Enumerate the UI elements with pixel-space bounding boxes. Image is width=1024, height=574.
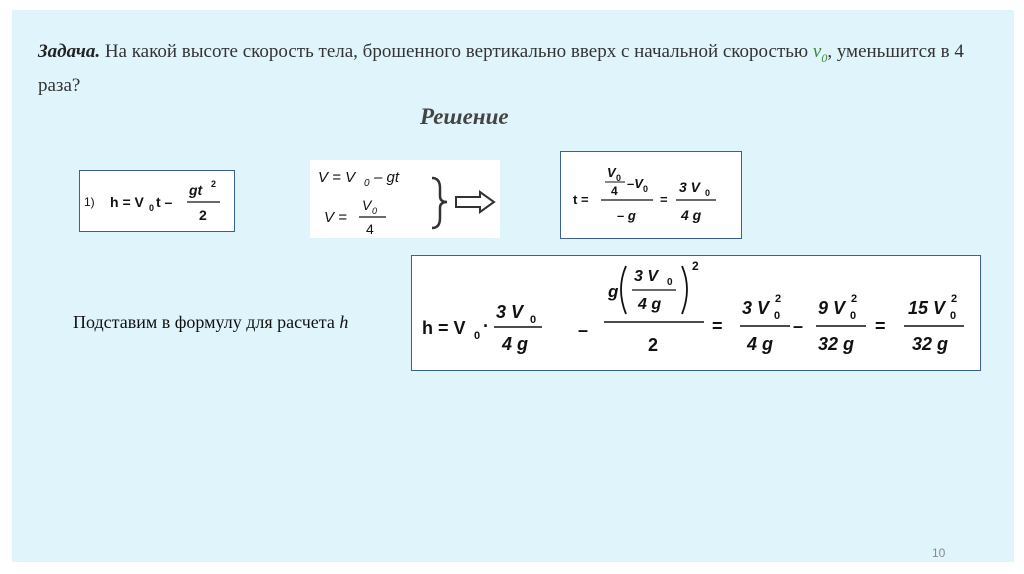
- svg-text:9 V: 9 V: [818, 298, 846, 318]
- svg-text:0: 0: [643, 184, 649, 194]
- svg-text:4 g: 4 g: [502, 334, 529, 354]
- svg-text:0: 0: [364, 178, 370, 189]
- svg-text:0: 0: [149, 203, 155, 213]
- svg-text:V: V: [362, 197, 372, 213]
- svg-text:gt: gt: [189, 182, 203, 198]
- curly-brace-icon: [432, 178, 447, 228]
- svg-text:3 V: 3 V: [496, 302, 524, 322]
- svg-text:0: 0: [616, 173, 622, 183]
- svg-text:– g: – g: [617, 208, 636, 223]
- svg-text:V: V: [607, 165, 616, 180]
- svg-text:0: 0: [950, 310, 957, 322]
- svg-text:15 V: 15 V: [908, 298, 946, 318]
- substitute-caption: Подставим в формулу для расчета h: [73, 312, 349, 332]
- formula-velocity-system: [310, 160, 500, 238]
- svg-text:t –: t –: [156, 194, 173, 210]
- implies-arrow-icon: [456, 192, 494, 212]
- page-number: 10: [932, 546, 946, 560]
- svg-text:2: 2: [775, 293, 782, 305]
- svg-text:–V: –V: [627, 176, 643, 191]
- svg-text:0: 0: [774, 310, 781, 322]
- formula-height-equation: [79, 170, 235, 232]
- task-label: Задача.: [38, 41, 101, 62]
- svg-text:t =: t =: [573, 192, 589, 207]
- svg-text:0: 0: [530, 314, 537, 326]
- svg-text:– gt: – gt: [374, 169, 400, 186]
- svg-text:·: ·: [483, 316, 489, 336]
- svg-text:2: 2: [851, 293, 858, 305]
- svg-text:2: 2: [951, 293, 958, 305]
- svg-text:1): 1): [84, 195, 95, 209]
- svg-text:2: 2: [199, 207, 207, 223]
- task-text: На какой высоте скорость тела, брошенного вертикально вверх с начальной скоростью: [100, 41, 813, 62]
- svg-text:h = V: h = V: [422, 318, 466, 338]
- svg-text:4: 4: [366, 221, 374, 237]
- svg-text:32 g: 32 g: [912, 334, 949, 354]
- svg-text:3 V: 3 V: [679, 179, 701, 195]
- initial-velocity-symbol: $v_0$: [812, 41, 828, 65]
- right-paren-icon: [682, 266, 687, 314]
- svg-text:4 g: 4 g: [638, 296, 662, 313]
- svg-text:0: 0: [474, 330, 481, 342]
- left-paren-icon: [621, 266, 626, 314]
- svg-text:3 V: 3 V: [634, 268, 659, 285]
- svg-text:4 g: 4 g: [747, 334, 774, 354]
- svg-text:–: –: [793, 316, 804, 336]
- svg-text:g: g: [608, 282, 619, 301]
- svg-text:=: =: [875, 316, 886, 336]
- formula-time-expression: [560, 151, 742, 239]
- svg-text:0: 0: [850, 310, 857, 322]
- formula-height-derivation: [411, 255, 981, 371]
- svg-text:0: 0: [372, 206, 378, 216]
- svg-text:32 g: 32 g: [818, 334, 855, 354]
- svg-text:2: 2: [692, 259, 699, 273]
- svg-text:4 g: 4 g: [681, 207, 702, 223]
- svg-text:3 V: 3 V: [742, 298, 770, 318]
- svg-text:=: =: [660, 192, 668, 207]
- svg-text:=: =: [712, 316, 723, 336]
- svg-text:2: 2: [648, 335, 659, 355]
- svg-text:4: 4: [611, 184, 618, 198]
- svg-text:V =: V =: [324, 209, 347, 226]
- solution-heading: Решение: [420, 104, 509, 129]
- svg-text:0: 0: [705, 188, 711, 198]
- svg-text:V = V: V = V: [318, 169, 356, 186]
- task-text-end: , уменьшится в 4 раза?: [38, 41, 964, 96]
- svg-text:h = V: h = V: [110, 194, 144, 210]
- svg-text:2: 2: [211, 179, 217, 189]
- svg-text:–: –: [578, 320, 589, 340]
- svg-text:0: 0: [667, 277, 673, 288]
- task-statement: [38, 38, 968, 99]
